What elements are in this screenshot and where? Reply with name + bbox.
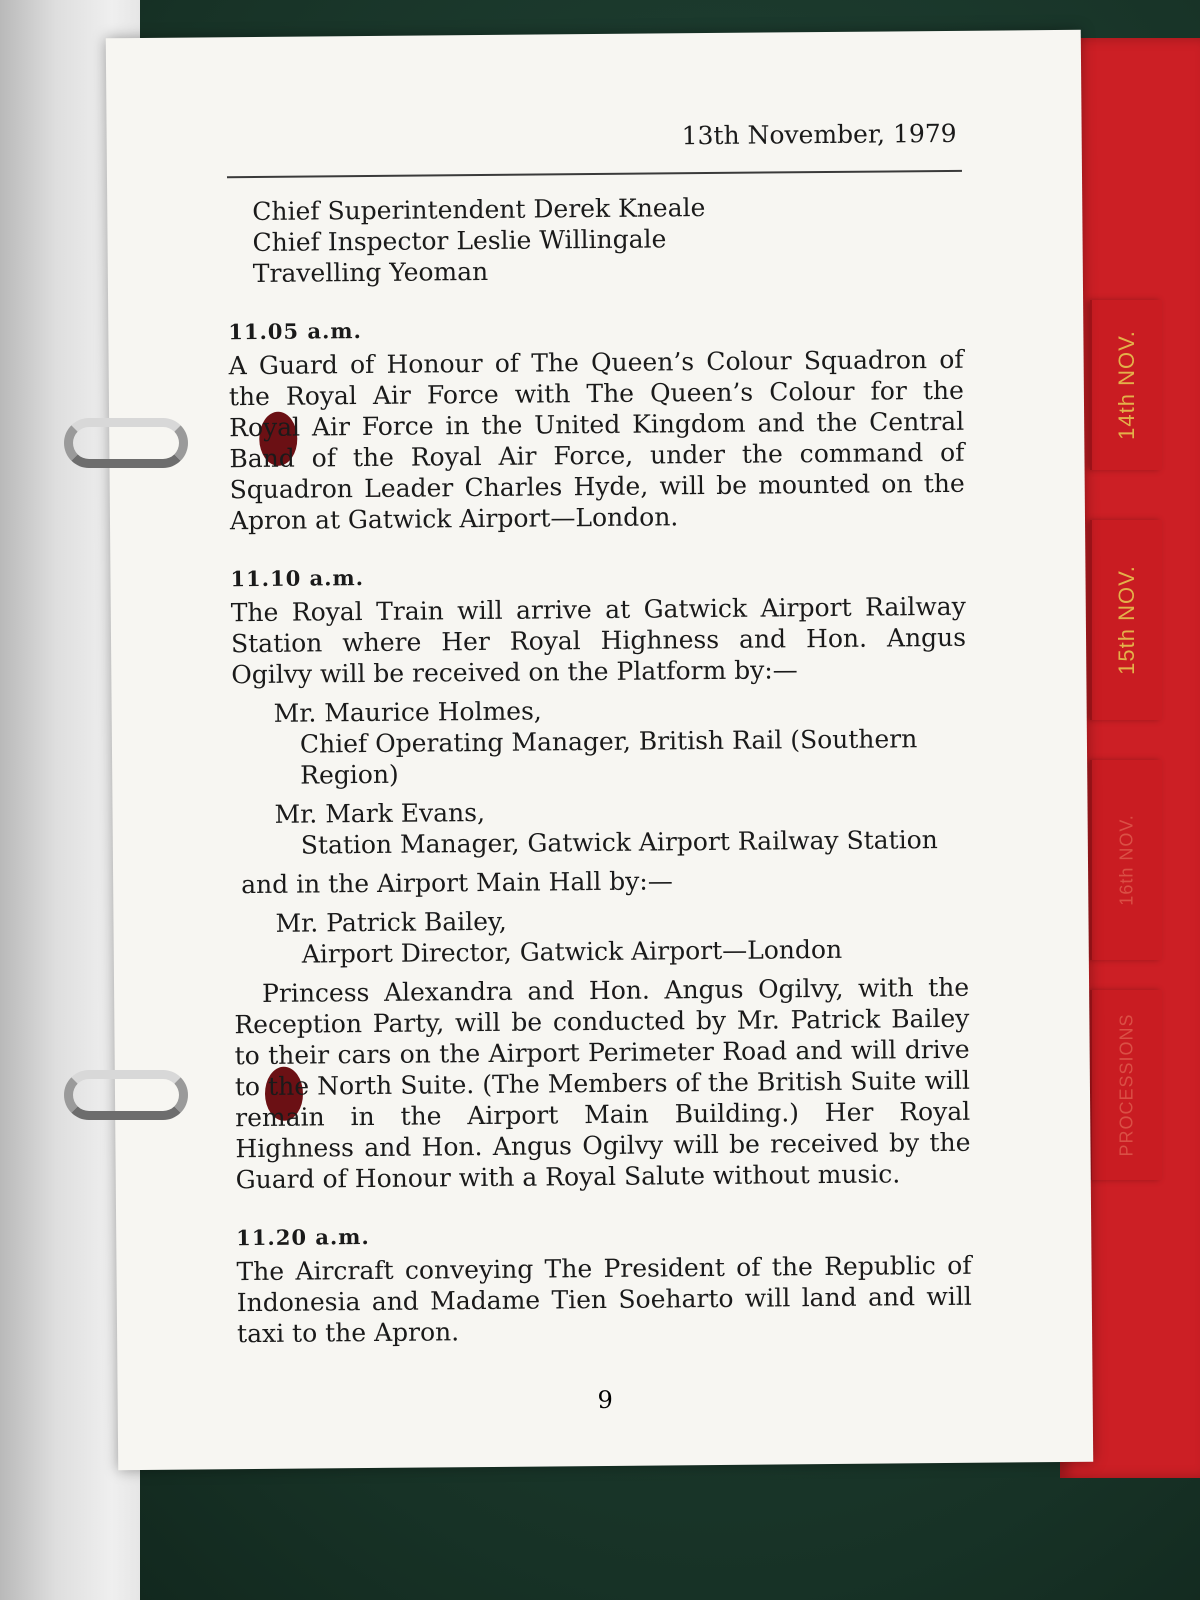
- page-content: [226, 91, 972, 1349]
- reception-name: Mr. Mark Evans,: [274, 798, 486, 829]
- time-heading: 11.05 a.m.: [228, 318, 362, 345]
- tab-16th-nov-label: 16th NOV.: [1116, 814, 1137, 906]
- tab-15th-nov[interactable]: [1090, 520, 1162, 720]
- binder-ring: [64, 1070, 188, 1120]
- reception-name: Mr. Patrick Bailey,: [275, 906, 507, 938]
- attendee-line: Chief Superintendent Derek Kneale: [252, 193, 706, 227]
- entry-text: A Guard of Honour of The Queen’s Colour Squadron of the Royal Air Force with The Queen’s Colour for the Royal Air Force in the United Kingdom and the Central Band of the Royal Air Force, under the command of Squadron Leader Charles Hyde, will be mounted on the Apron at Gatwick Airport—London.: [228, 344, 965, 536]
- entry-closing-text: Princess Alexandra and Hon. Angus Ogilvy, with the Reception Party, will be conducted by Mr. Patrick Bailey to their cars on the Airport Perimeter Road and will drive to the North Suite. (The Members of the British Suite will remain in the Airport Main Building.) Her Royal Highness and Hon. Angus Ogilvy will be received by the Guard of Honour with a Royal Salute without music.: [234, 972, 971, 1195]
- tab-processions-label: PROCESSIONS: [1116, 1013, 1137, 1157]
- reception-role: Station Manager, Gatwick Airport Railway Station: [300, 825, 938, 860]
- entry-text: The Royal Train will arrive at Gatwick Airport Railway Station where Her Royal Highness and Hon. Angus Ogilvy will be received on the Platform by:—: [230, 591, 967, 690]
- tab-14th-nov[interactable]: [1090, 300, 1162, 470]
- booklet-page: [106, 30, 1093, 1470]
- attendee-line: Chief Inspector Leslie Willingale: [252, 224, 667, 258]
- tab-14th-nov-label: 14th NOV.: [1114, 330, 1139, 440]
- time-heading: 11.10 a.m.: [230, 565, 365, 592]
- time-heading: 11.20 a.m.: [236, 1224, 370, 1251]
- header-rule: [227, 170, 962, 178]
- binder-ring: [64, 418, 188, 468]
- tab-16th-nov[interactable]: [1090, 760, 1162, 960]
- page-number: 9: [597, 1385, 613, 1415]
- tab-15th-nov-label: 15th NOV.: [1114, 565, 1139, 675]
- entry-text: The Aircraft conveying The President of the Republic of Indonesia and Madame Tien Soeharto will land and will taxi to the Apron.: [236, 1250, 972, 1349]
- hall-intro: and in the Airport Main Hall by:—: [241, 866, 673, 900]
- reception-role: Chief Operating Manager, British Rail (Southern Region): [299, 724, 918, 790]
- page-date-header: 13th November, 1979: [681, 118, 957, 151]
- reception-name: Mr. Maurice Holmes,: [273, 696, 542, 728]
- tab-processions[interactable]: [1090, 990, 1162, 1180]
- reception-role: Airport Director, Gatwick Airport—London: [301, 934, 843, 969]
- attendee-line: Travelling Yeoman: [252, 256, 489, 289]
